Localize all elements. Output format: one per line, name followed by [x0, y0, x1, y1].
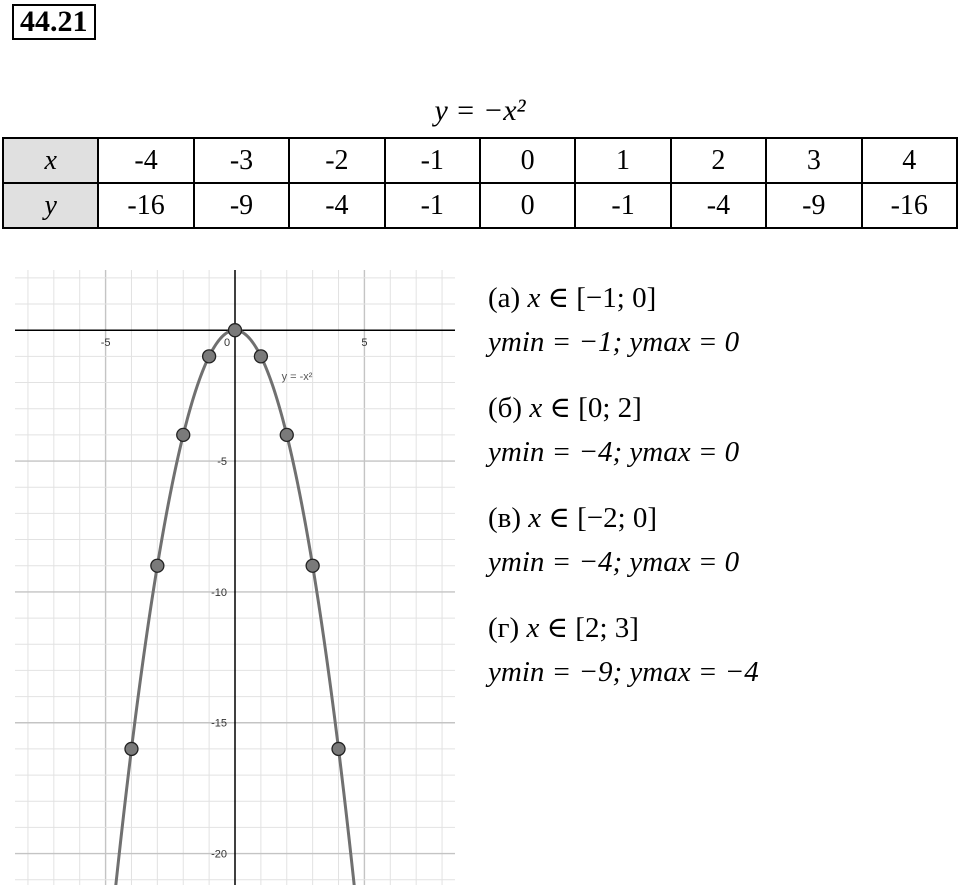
y-cell: -4 [289, 183, 384, 228]
table-row-x [3, 138, 957, 183]
answer-letter: (г) [488, 612, 520, 644]
answer-b [488, 386, 759, 474]
answer-interval [488, 496, 759, 540]
answer-letter: (в) [488, 502, 522, 534]
answer-variable: x [527, 282, 541, 314]
data-point [306, 559, 319, 572]
answers-list [488, 276, 759, 716]
data-point [177, 428, 190, 441]
data-point [332, 742, 345, 755]
table-row-y [3, 183, 957, 228]
answer-interval-text: ∈ [0; 2] [549, 392, 642, 424]
data-point [229, 324, 242, 337]
y-cell: -1 [385, 183, 480, 228]
data-point [254, 350, 267, 363]
x-tick-label: 0 [223, 337, 231, 350]
answer-interval [488, 606, 759, 650]
y-cell: -9 [766, 183, 861, 228]
plot-svg [15, 270, 455, 885]
answer-a [488, 276, 759, 364]
x-cell: 0 [480, 138, 575, 183]
data-point [203, 350, 216, 363]
data-point [151, 559, 164, 572]
y-cell: -1 [575, 183, 670, 228]
x-cell: 2 [671, 138, 766, 183]
row-label-x: x [3, 138, 98, 183]
answer-interval-text: ∈ [2; 3] [546, 612, 639, 644]
answer-interval [488, 386, 759, 430]
y-cell: 0 [480, 183, 575, 228]
problem-number: 44.21 [12, 4, 96, 40]
answer-interval-text: ∈ [−1; 0] [547, 282, 657, 314]
function-title: y = −x² [434, 94, 526, 127]
x-tick-label: -5 [100, 337, 111, 350]
answer-result: ymin = −4; ymax = 0 [488, 546, 740, 578]
y-cell: -16 [98, 183, 193, 228]
x-cell: -1 [385, 138, 480, 183]
y-cell: -9 [194, 183, 289, 228]
answer-result: ymin = −9; ymax = −4 [488, 656, 759, 688]
y-cell: -16 [862, 183, 957, 228]
values-table [2, 137, 958, 229]
data-point [125, 742, 138, 755]
row-label-y: y [3, 183, 98, 228]
parabola-graph [15, 270, 455, 885]
x-cell: -4 [98, 138, 193, 183]
x-cell: 4 [862, 138, 957, 183]
x-cell: 3 [766, 138, 861, 183]
y-tick-label: -5 [217, 456, 227, 469]
answer-v [488, 496, 759, 584]
data-point [280, 428, 293, 441]
answer-variable: x [526, 612, 540, 644]
x-tick-label: 5 [361, 337, 368, 350]
answer-variable: x [529, 392, 543, 424]
y-tick-label: -10 [211, 586, 227, 599]
x-cell: 1 [575, 138, 670, 183]
answer-result: ymin = −1; ymax = 0 [488, 326, 740, 358]
x-cell: -3 [194, 138, 289, 183]
answer-letter: (а) [488, 282, 521, 314]
function-label: y = -x² [281, 370, 313, 383]
x-cell: -2 [289, 138, 384, 183]
answer-result: ymin = −4; ymax = 0 [488, 436, 740, 468]
answer-interval [488, 276, 759, 320]
y-tick-label: -20 [211, 848, 227, 861]
y-cell: -4 [671, 183, 766, 228]
answer-interval-text: ∈ [−2; 0] [548, 502, 658, 534]
answer-variable: x [528, 502, 542, 534]
answer-g [488, 606, 759, 694]
y-tick-label: -15 [211, 717, 227, 730]
answer-letter: (б) [488, 392, 523, 424]
